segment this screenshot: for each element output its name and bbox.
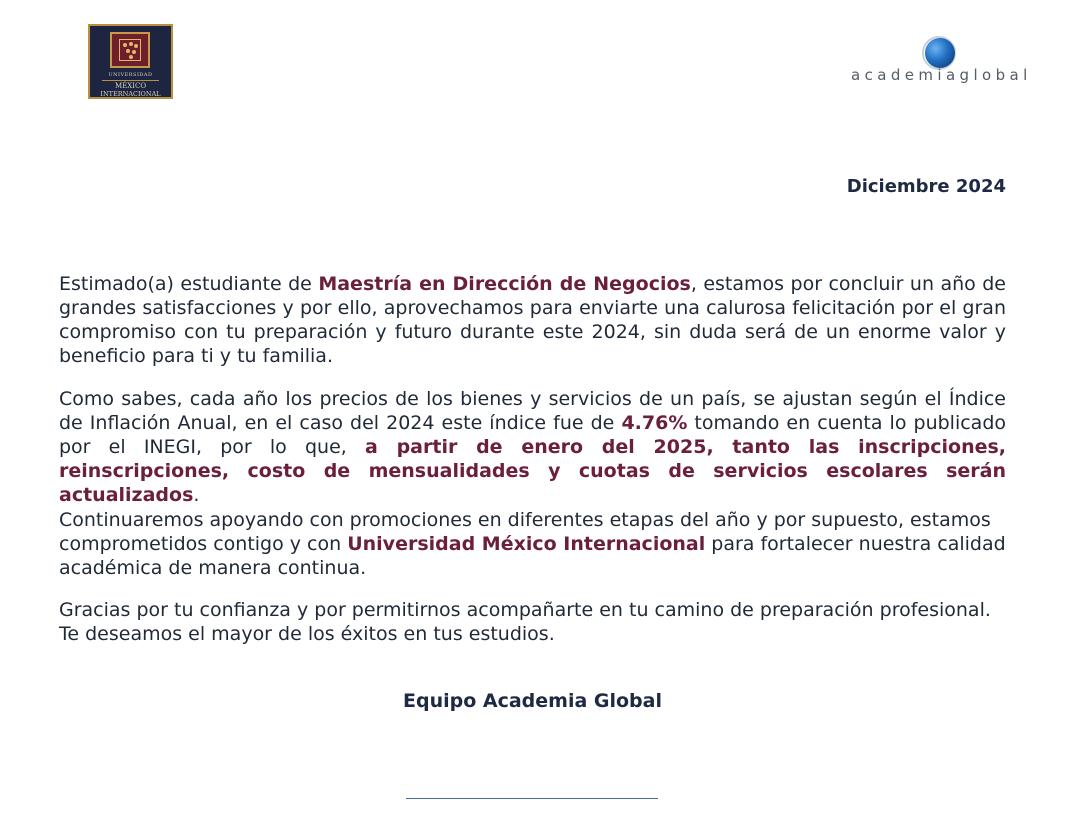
program-name: Maestría en Dirección de Negocios — [318, 273, 691, 295]
inflation-rate: 4.76% — [621, 412, 688, 434]
signature-line — [406, 798, 658, 799]
university-logo-line2: MÉXICO — [114, 82, 147, 90]
academia-global-wordmark: academiaglobal — [851, 66, 1032, 84]
price-update-notice: a partir de enero del 2025, tanto las inscripciones, reinscripciones, costo de mensualidades y cuotas de servicios escolares serán actualizados — [59, 436, 1007, 506]
commitment-text-start: Continuaremos apoyando con promociones en diferentes etapas del año y por supuesto, estamos comprometidos contigo y con — [59, 509, 991, 555]
institution-name: Universidad México Internacional — [347, 533, 706, 555]
greeting-text-start: Estimado(a) estudiante de — [59, 273, 319, 295]
commitment-text-end: para fortalecer nuestra calidad académica de manera continua. — [59, 533, 1006, 579]
university-logo — [88, 24, 173, 99]
tree-emblem-icon — [110, 32, 150, 68]
greeting-text-end: , estamos por concluir un año de grandes satisfacciones y por ello, aprovechamos para enviarte una calurosa felicitación por el gran compromiso con tu preparación y futuro durante este 2024, sin duda será de un enorme valor y beneficio para ti y tu familia. — [59, 273, 1006, 367]
globe-icon — [925, 38, 955, 68]
inflation-text-start: Como sabes, cada año los precios de los bienes y servicios de un país, se ajustan según el Índice de Inflación Anual, en el caso del 2024 este índice fue de — [59, 388, 1006, 434]
thanks-text: Gracias por tu confianza y por permitirnos acompañarte en tu camino de preparación profesional. Te deseamos el mayor de los éxitos en tus estudios. — [59, 599, 991, 645]
paragraph-inflation — [59, 387, 1006, 507]
paragraph-thanks — [59, 598, 1006, 646]
academia-global-logo — [848, 36, 1032, 88]
university-logo-line3: INTERNACIONAL — [100, 90, 161, 98]
inflation-text-end: . — [193, 484, 200, 506]
paragraph-commitment — [59, 508, 1006, 580]
paragraph-greeting — [59, 272, 1006, 368]
university-logo-line1: UNIVERSIDAD — [108, 72, 153, 78]
signature-name: Equipo Academia Global — [402, 690, 662, 712]
letter-date: Diciembre 2024 — [846, 176, 1006, 197]
inflation-text-middle: tomando en cuenta lo publicado por el INEGI, por lo que, — [59, 412, 1007, 458]
